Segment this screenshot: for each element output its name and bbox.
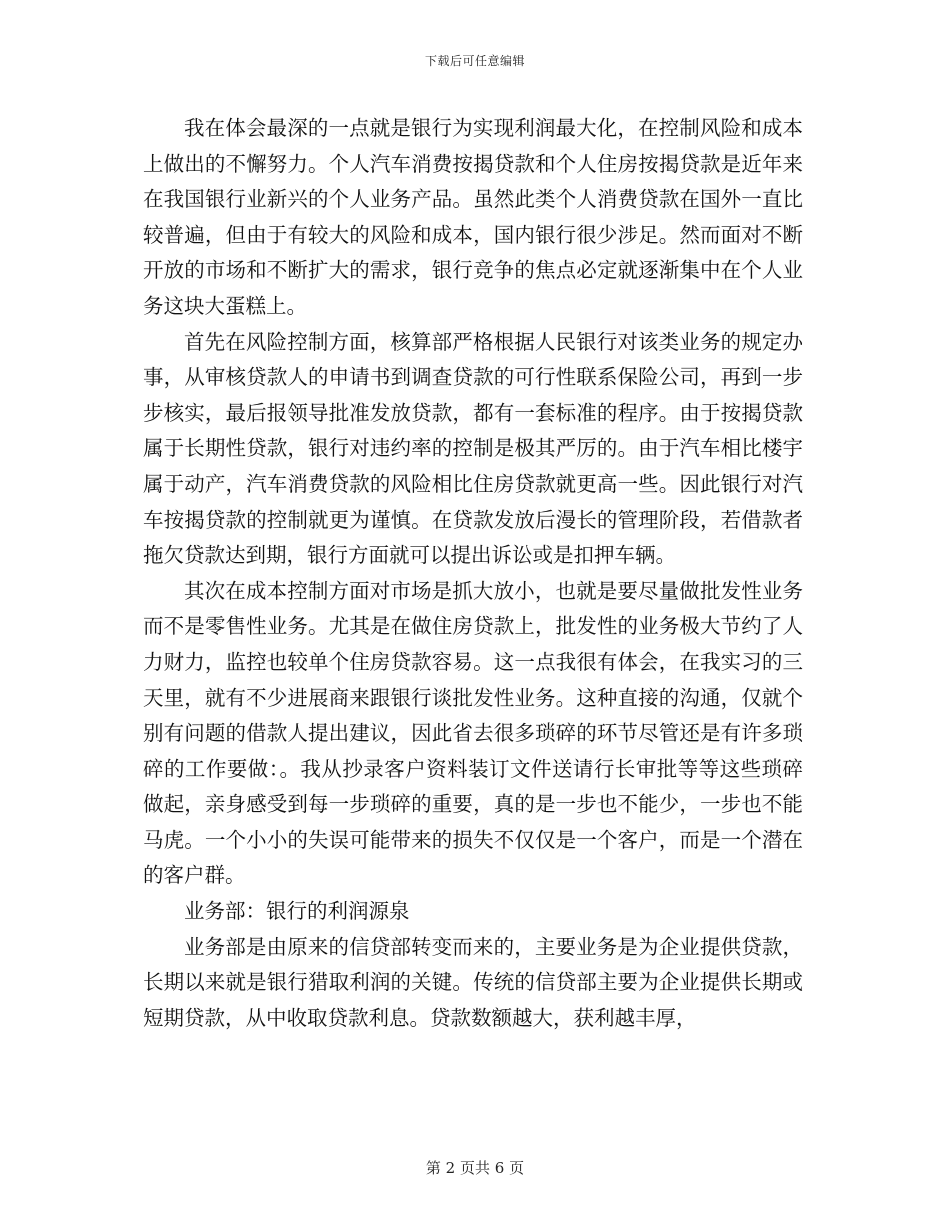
- paragraph-risk-control: 首先在风险控制方面，核算部严格根据人民银行对该类业务的规定办事，从审核贷款人的申请书到调查贷款的可行性联系保险公司，再到一步步核实，最后报领导批准发放贷款，都有一套标准的程序。由于按揭贷款属于长期性贷款，银行对违约率的控制是极其严厉的。由于汽车相比楼宇属于动产，汽车消费贷款的风险相比住房贷款就更高一些。因此银行对汽车按揭贷款的控制就更为谨慎。在贷款发放后漫长的管理阶段，若借款者拖欠贷款达到期，银行方面就可以提出诉讼或是扣押车辆。: [143, 329, 803, 568]
- paragraph-cost-control: 其次在成本控制方面对市场是抓大放小，也就是要尽量做批发性业务而不是零售性业务。尤其是在做住房贷款上，批发性的业务极大节约了人力财力，监控也较单个住房贷款容易。这一点我很有体会，在我实习的三天里，就有不少进展商来跟银行谈批发性业务。这种直接的沟通，仅就个别有问题的借款人提出建议，因此省去很多琐碎的环节尽管还是有许多琐碎的工作要做：。我从抄录客户资料装订文件送请行长审批等等这些琐碎做起，亲身感受到每一步琐碎的重要，真的是一步也不能少，一步也不能马虎。一个小小的失误可能带来的损失不仅仅是一个客户，而是一个潜在的客户群。: [143, 578, 803, 888]
- document-body: [143, 111, 803, 1036]
- page-footer: 第 2 页共 6 页: [425, 1159, 525, 1177]
- page-header: 下载后可任意编辑: [424, 54, 525, 68]
- paragraph-business-dept: 业务部是由原来的信贷部转变而来的，主要业务是为企业提供贷款，长期以来就是银行猎取利润的关键。传统的信贷部主要为企业提供长期或短期贷款，从中收取贷款利息。贷款数额越大，获利越丰厚，: [143, 934, 803, 1030]
- paragraph-experience: 我在体会最深的一点就是银行为实现利润最大化，在控制风险和成本上做出的不懈努力。个人汽车消费按揭贷款和个人住房按揭贷款是近年来在我国银行业新兴的个人业务产品。虽然此类个人消费贷款在国外一直比较普遍，但由于有较大的风险和成本，国内银行很少涉足。然而面对不断开放的市场和不断扩大的需求，银行竞争的焦点必定就逐渐集中在个人业务这块大蛋糕上。: [143, 116, 803, 318]
- section-heading-business-dept: 业务部：银行的利润源泉: [184, 899, 410, 924]
